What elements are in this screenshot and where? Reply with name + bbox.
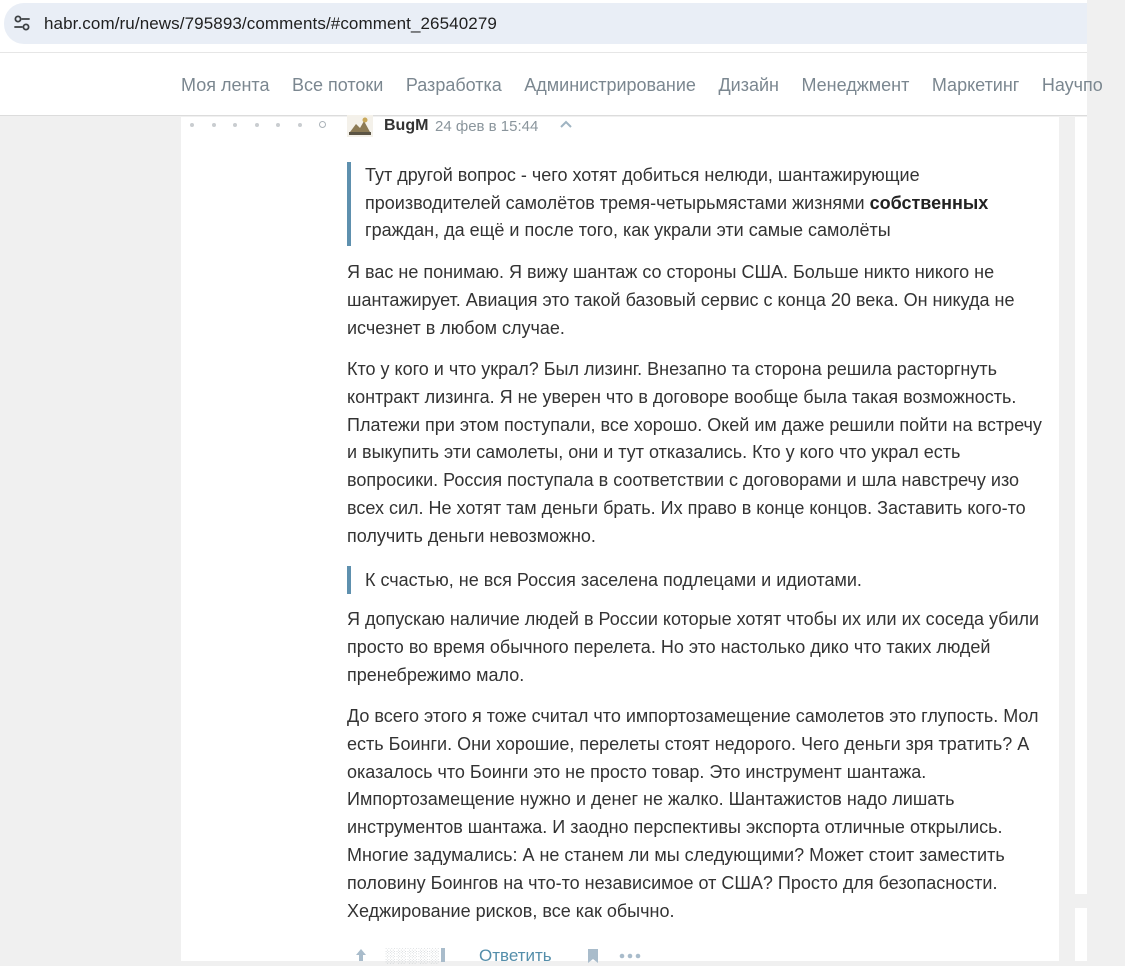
url-field[interactable] [4, 3, 1087, 44]
quote-block [347, 162, 1027, 246]
browser-address-bar [0, 0, 1087, 52]
hub-navigation [0, 52, 1103, 116]
nav-item-administration[interactable]: Администрирование [524, 74, 696, 95]
quote-text-end: граждан, да ещё и после того, как украли эти самые самолёты [365, 220, 891, 240]
comment-paragraph: До всего этого я тоже считал что импортозамещение самолетов это глупость. Мол есть Боинги. Они хорошие, перелеты стоят недорого. Чего деньги зря тратить? А оказалось что Боинги это не просто товар. Это инструмент шантажа. Импортозамещение нужно и денег не жалко. Шантажистов надо лишать инструментов шантажа. И заодно перспективы экспорта отличные открылись. Многие задумались: А не станем ли мы следующими? Может стоит заместить половину Боингов на что-то независимое от США? Просто для безопасности. Хеджирование рисков, все как обычно. [347, 706, 1039, 921]
reply-link[interactable]: Ответить [479, 946, 552, 965]
bookmark-icon[interactable] [587, 949, 599, 963]
comment-author[interactable]: BugM [384, 117, 429, 134]
tune-icon[interactable] [12, 13, 32, 33]
nav-item-marketing[interactable]: Маркетинг [931, 74, 1020, 95]
quote-bold-text: собственных [869, 192, 989, 213]
comment-datetime[interactable]: 24 фев в 15:44 [435, 118, 539, 135]
nav-item-management[interactable]: Менеджмент [801, 74, 910, 95]
nav-item-development[interactable]: Разработка [405, 74, 502, 95]
sidebar-edge [1075, 117, 1087, 894]
quote-block [347, 566, 1027, 594]
comment-actions [347, 940, 667, 965]
nav-item-all-streams[interactable]: Все потоки [291, 74, 384, 95]
depth-dot [233, 123, 237, 127]
more-icon[interactable] [619, 953, 641, 959]
comment-paragraph: Я вас не понимаю. Я вижу шантаж со стороны США. Больше никто никого не шантажирует. Авиация это такой базовый сервис с конца 20 века. Он никуда не исчезнет в любом случае. [347, 262, 1015, 338]
comment-paragraph: Я допускаю наличие людей в России которые хотят чтобы их или их соседа убили просто во время обычного перелета. Но это настолько дико что таких людей пренебрежимо мало. [347, 609, 1040, 685]
nav-item-science[interactable]: Научпо [1041, 74, 1103, 95]
depth-dot [255, 123, 259, 127]
nav-item-design[interactable]: Дизайн [718, 74, 779, 95]
depth-dot [190, 123, 194, 127]
nav-item-my-feed[interactable]: Моя лента [181, 74, 270, 95]
rating-value: ░░░░░ [385, 947, 440, 963]
arrow-down-icon[interactable] [438, 948, 448, 962]
url-text[interactable]: habr.com/ru/news/795893/comments/#comment_26540279 [44, 14, 497, 33]
depth-dot [298, 123, 302, 127]
depth-current-ring [319, 121, 326, 128]
thread-depth-indicator [190, 121, 326, 128]
quote-text: Тут другой вопрос - чего хотят добиться нелюди, шантажирующие производителей самолётов тремя-четырьмястами жизнями [365, 165, 920, 213]
chevron-up-icon[interactable] [558, 118, 574, 130]
nav-items [181, 53, 1125, 117]
depth-dot [212, 123, 216, 127]
comment-paragraph: Кто у кого и что украл? Был лизинг. Внезапно та сторона решила расторгнуть контракт лизинга. Я не уверен что в договоре вообще была такая возможность. Платежи при этом поступали, все хорошо. Окей им даже решили пойти на встречу и выкупить эти самолеты, они и тут отказались. Кто у кого что украл есть вопросики. Россия поступала в соответствии с договорами и шла навстречу изо всех сил. Не хотят там деньги брать. Их право в конце концов. Заставить кого-то получить деньги невозможно. [347, 359, 1042, 546]
arrow-up-icon[interactable] [354, 948, 368, 962]
sidebar-edge-lower [1075, 908, 1087, 961]
depth-dot [276, 123, 280, 127]
avatar[interactable] [347, 115, 373, 137]
quote-text: К счастью, не вся Россия заселена подлецами и идиотами. [365, 570, 862, 590]
